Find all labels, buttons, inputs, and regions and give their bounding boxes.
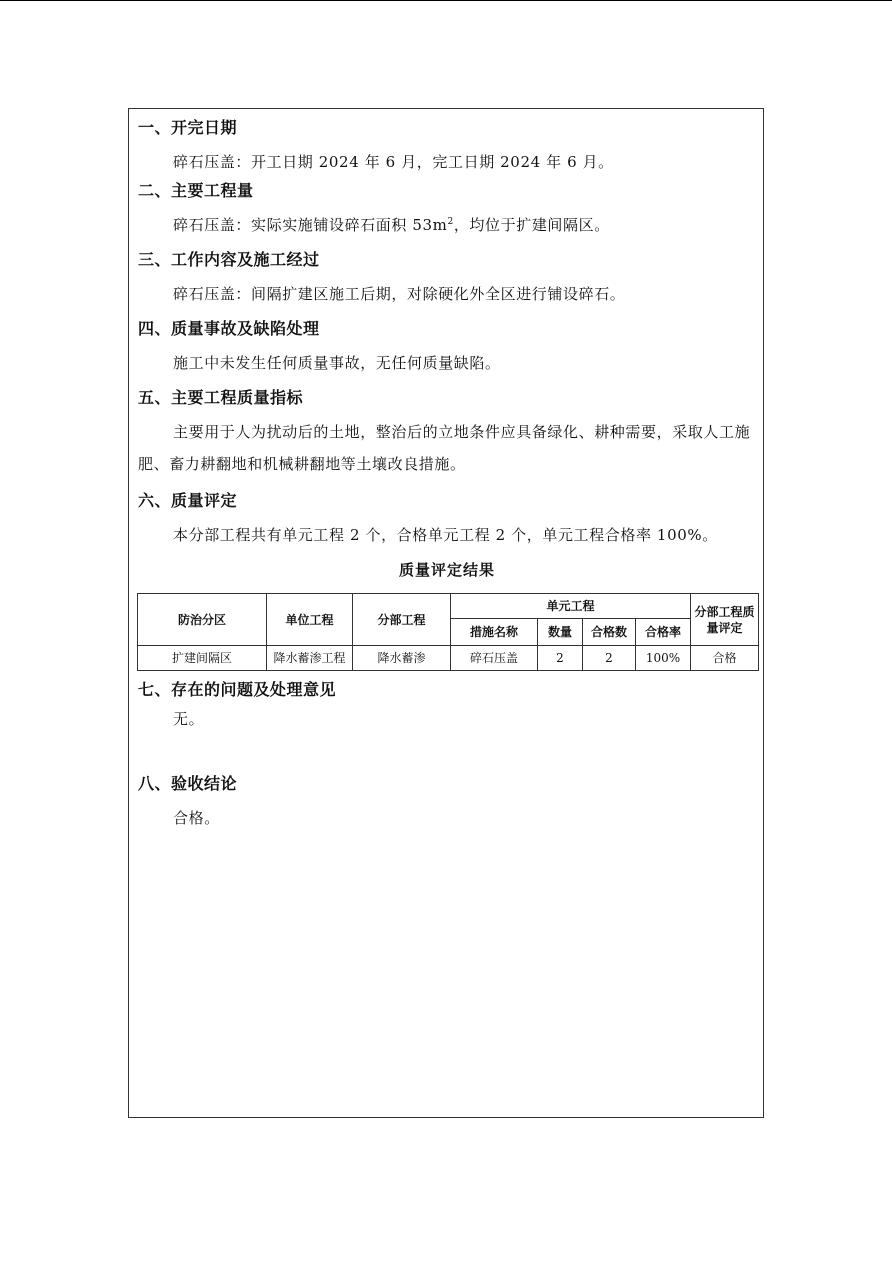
text-main-quantities-b: ，均位于扩建间隔区。 [453,216,610,234]
table-row [138,646,759,671]
heading-quality-accidents: 四、质量事故及缺陷处理 [138,319,320,338]
area-unit-superscript: 2 [447,217,454,227]
heading-main-quantities: 二、主要工程量 [138,181,254,200]
cell-unit-project: 降水蓄渗工程 [267,646,353,671]
header-division-project: 分部工程 [353,594,451,646]
text-work-content: 碎石压盖：间隔扩建区施工后期，对除硬化外全区进行铺设碎石。 [173,285,626,303]
cell-pass-rate: 100% [636,646,691,671]
header-count: 数量 [538,619,583,646]
text-main-quantities [173,215,610,235]
cell-division-project: 降水蓄渗 [353,646,451,671]
cell-measure-name: 碎石压盖 [451,646,538,671]
header-measure-name: 措施名称 [451,619,538,646]
table-header-row [138,594,759,619]
heading-acceptance-conclusion: 八、验收结论 [138,774,238,793]
heading-quality-indicators: 五、主要工程质量指标 [138,388,304,407]
cell-pass-count: 2 [583,646,636,671]
header-element-project: 单元工程 [451,594,691,619]
header-division-rating: 分部工程质量评定 [691,594,759,646]
text-quality-assessment: 本分部工程共有单元工程 2 个，合格单元工程 2 个，单元工程合格率 100%。 [173,526,718,544]
text-main-quantities-a: 碎石压盖：实际实施铺设碎石面积 53m [173,216,448,234]
quality-result-table [137,593,759,671]
header-unit-project: 单位工程 [267,594,353,646]
text-start-end-dates: 碎石压盖：开工日期 2024 年 6 月，完工日期 2024 年 6 月。 [173,153,614,171]
text-quality-accidents: 施工中未发生任何质量事故，无任何质量缺陷。 [173,354,501,372]
record-frame [128,108,764,1118]
header-pass-rate: 合格率 [636,619,691,646]
header-pass-count: 合格数 [583,619,636,646]
heading-start-end-dates: 一、开完日期 [138,118,238,137]
header-zone: 防治分区 [138,594,267,646]
text-quality-indicators: 主要用于人为扰动后的土地，整治后的立地条件应具备绿化、耕种需要，采取人工施肥、畜力耕翻地和机械耕翻地等土壤改良措施。 [138,423,751,473]
cell-count: 2 [538,646,583,671]
heading-work-content: 三、工作内容及施工经过 [138,250,320,269]
cell-division-rating: 合格 [691,646,759,671]
page-top-rule [0,0,892,1]
heading-problems: 七、存在的问题及处理意见 [138,680,337,699]
text-acceptance-conclusion: 合格。 [173,809,220,827]
table-title: 质量评定结果 [398,561,495,579]
cell-zone: 扩建间隔区 [138,646,267,671]
heading-quality-assessment: 六、质量评定 [138,491,238,510]
text-problems: 无。 [173,710,205,728]
